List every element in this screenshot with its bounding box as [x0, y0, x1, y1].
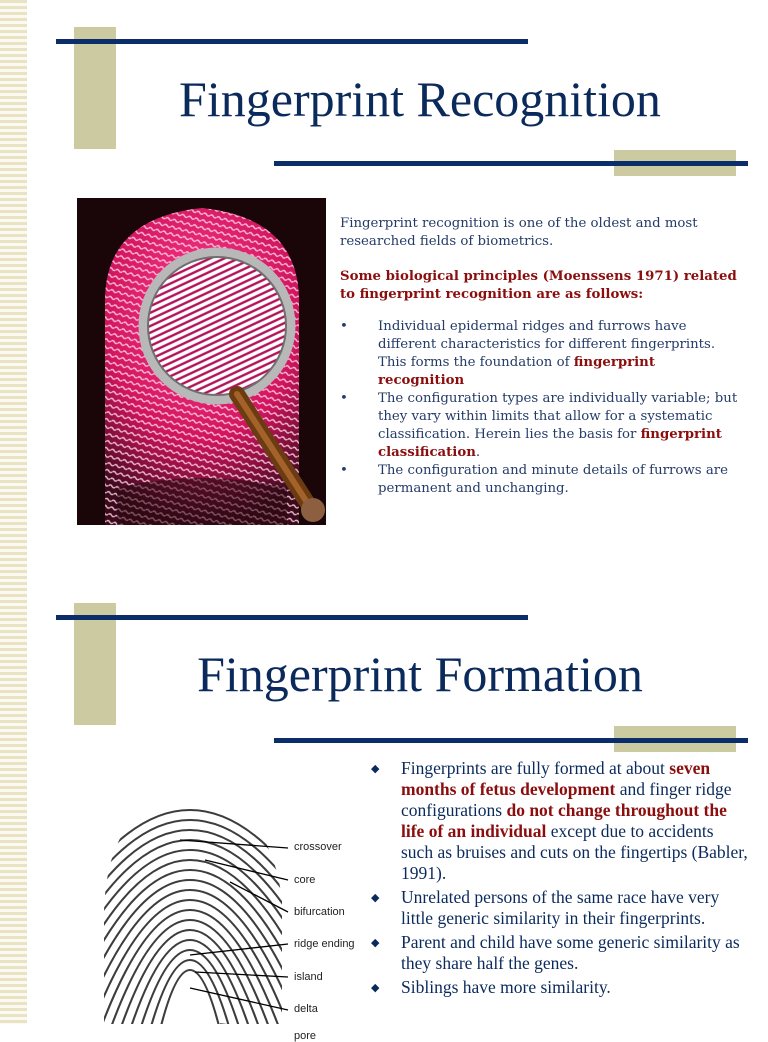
fact-text: Siblings have more similarity. — [401, 977, 611, 997]
diamond-bullet-icon: ◆ — [371, 892, 380, 904]
title-accent-block-left — [74, 603, 116, 725]
slide2-text-block — [368, 758, 748, 1001]
principle-item — [340, 462, 740, 498]
principle-item — [340, 390, 740, 462]
diamond-bullet-icon: ◆ — [371, 937, 380, 949]
fact-text: and finger ridge configurations — [401, 779, 732, 820]
fact-highlight: seven months of fetus development — [401, 758, 711, 799]
title-rule-bottom — [274, 738, 748, 743]
formation-fact-item — [368, 977, 748, 998]
diamond-bullet-icon: ◆ — [371, 763, 380, 775]
formation-fact-item — [368, 887, 748, 929]
diagram-label-core: core — [294, 874, 316, 886]
principle-highlight: fingerprint classification — [378, 427, 722, 460]
diamond-bullet-icon: ◆ — [371, 982, 380, 994]
principle-text: The configuration and minute details of furrows are permanent and unchanging. — [378, 463, 728, 496]
principles-heading: Some biological principles (Moenssens 1971) related to fingerprint recognition are as follows: — [340, 269, 737, 302]
title-accent-block-right — [614, 726, 736, 752]
diagram-label-bifurcation: bifurcation — [294, 906, 345, 918]
bullet-icon: • — [340, 463, 348, 478]
diagram-label-pore: pore — [294, 1030, 317, 1042]
diagram-label-island: island — [294, 971, 323, 983]
fingerprint-magnifier-image — [77, 198, 326, 525]
title-rule-top — [56, 39, 528, 44]
slide-title: Fingerprint Formation — [197, 646, 643, 702]
diagram-label-delta: delta — [294, 1003, 318, 1015]
title-rule-top — [56, 615, 528, 620]
formation-fact-item — [368, 758, 748, 884]
formation-facts-list — [368, 758, 748, 998]
slide1-text-block — [340, 215, 740, 498]
slide-title: Fingerprint Recognition — [179, 71, 661, 127]
bullet-icon: • — [340, 391, 348, 406]
fact-text: Fingerprints are fully formed at about — [401, 758, 670, 778]
bullet-icon: • — [340, 319, 348, 334]
title-rule-bottom — [274, 161, 748, 166]
fact-text: Unrelated persons of the same race have very little generic similarity in their fingerprints. — [401, 887, 720, 928]
intro-paragraph: Fingerprint recognition is one of the oldest and most researched fields of biometrics. — [340, 216, 698, 249]
fact-highlight: do not change throughout the life of an individual — [401, 800, 727, 841]
principle-item — [340, 318, 740, 390]
fact-text: except due to accidents such as bruises and cuts on the fingertips (Babler, 1991). — [401, 821, 748, 883]
principle-text: The configuration types are individually variable; but they vary within limits that allow for a systematic classification. Herein lies the basis for — [378, 391, 738, 442]
principle-text: Individual epidermal ridges and furrows have different characteristics for different fingerprints. This forms the foundation of — [378, 319, 716, 370]
principle-text-end: . — [475, 445, 481, 460]
diagram-label-ridge-ending: ridge ending — [294, 938, 355, 950]
principle-highlight: fingerprint recognition — [378, 355, 655, 388]
fingerprint-features-diagram — [100, 790, 290, 1024]
fact-text: Parent and child have some generic similarity as they share half the genes. — [401, 932, 740, 973]
formation-fact-item — [368, 932, 748, 974]
principles-list — [340, 318, 740, 498]
diagram-label-crossover: crossover — [294, 841, 342, 853]
